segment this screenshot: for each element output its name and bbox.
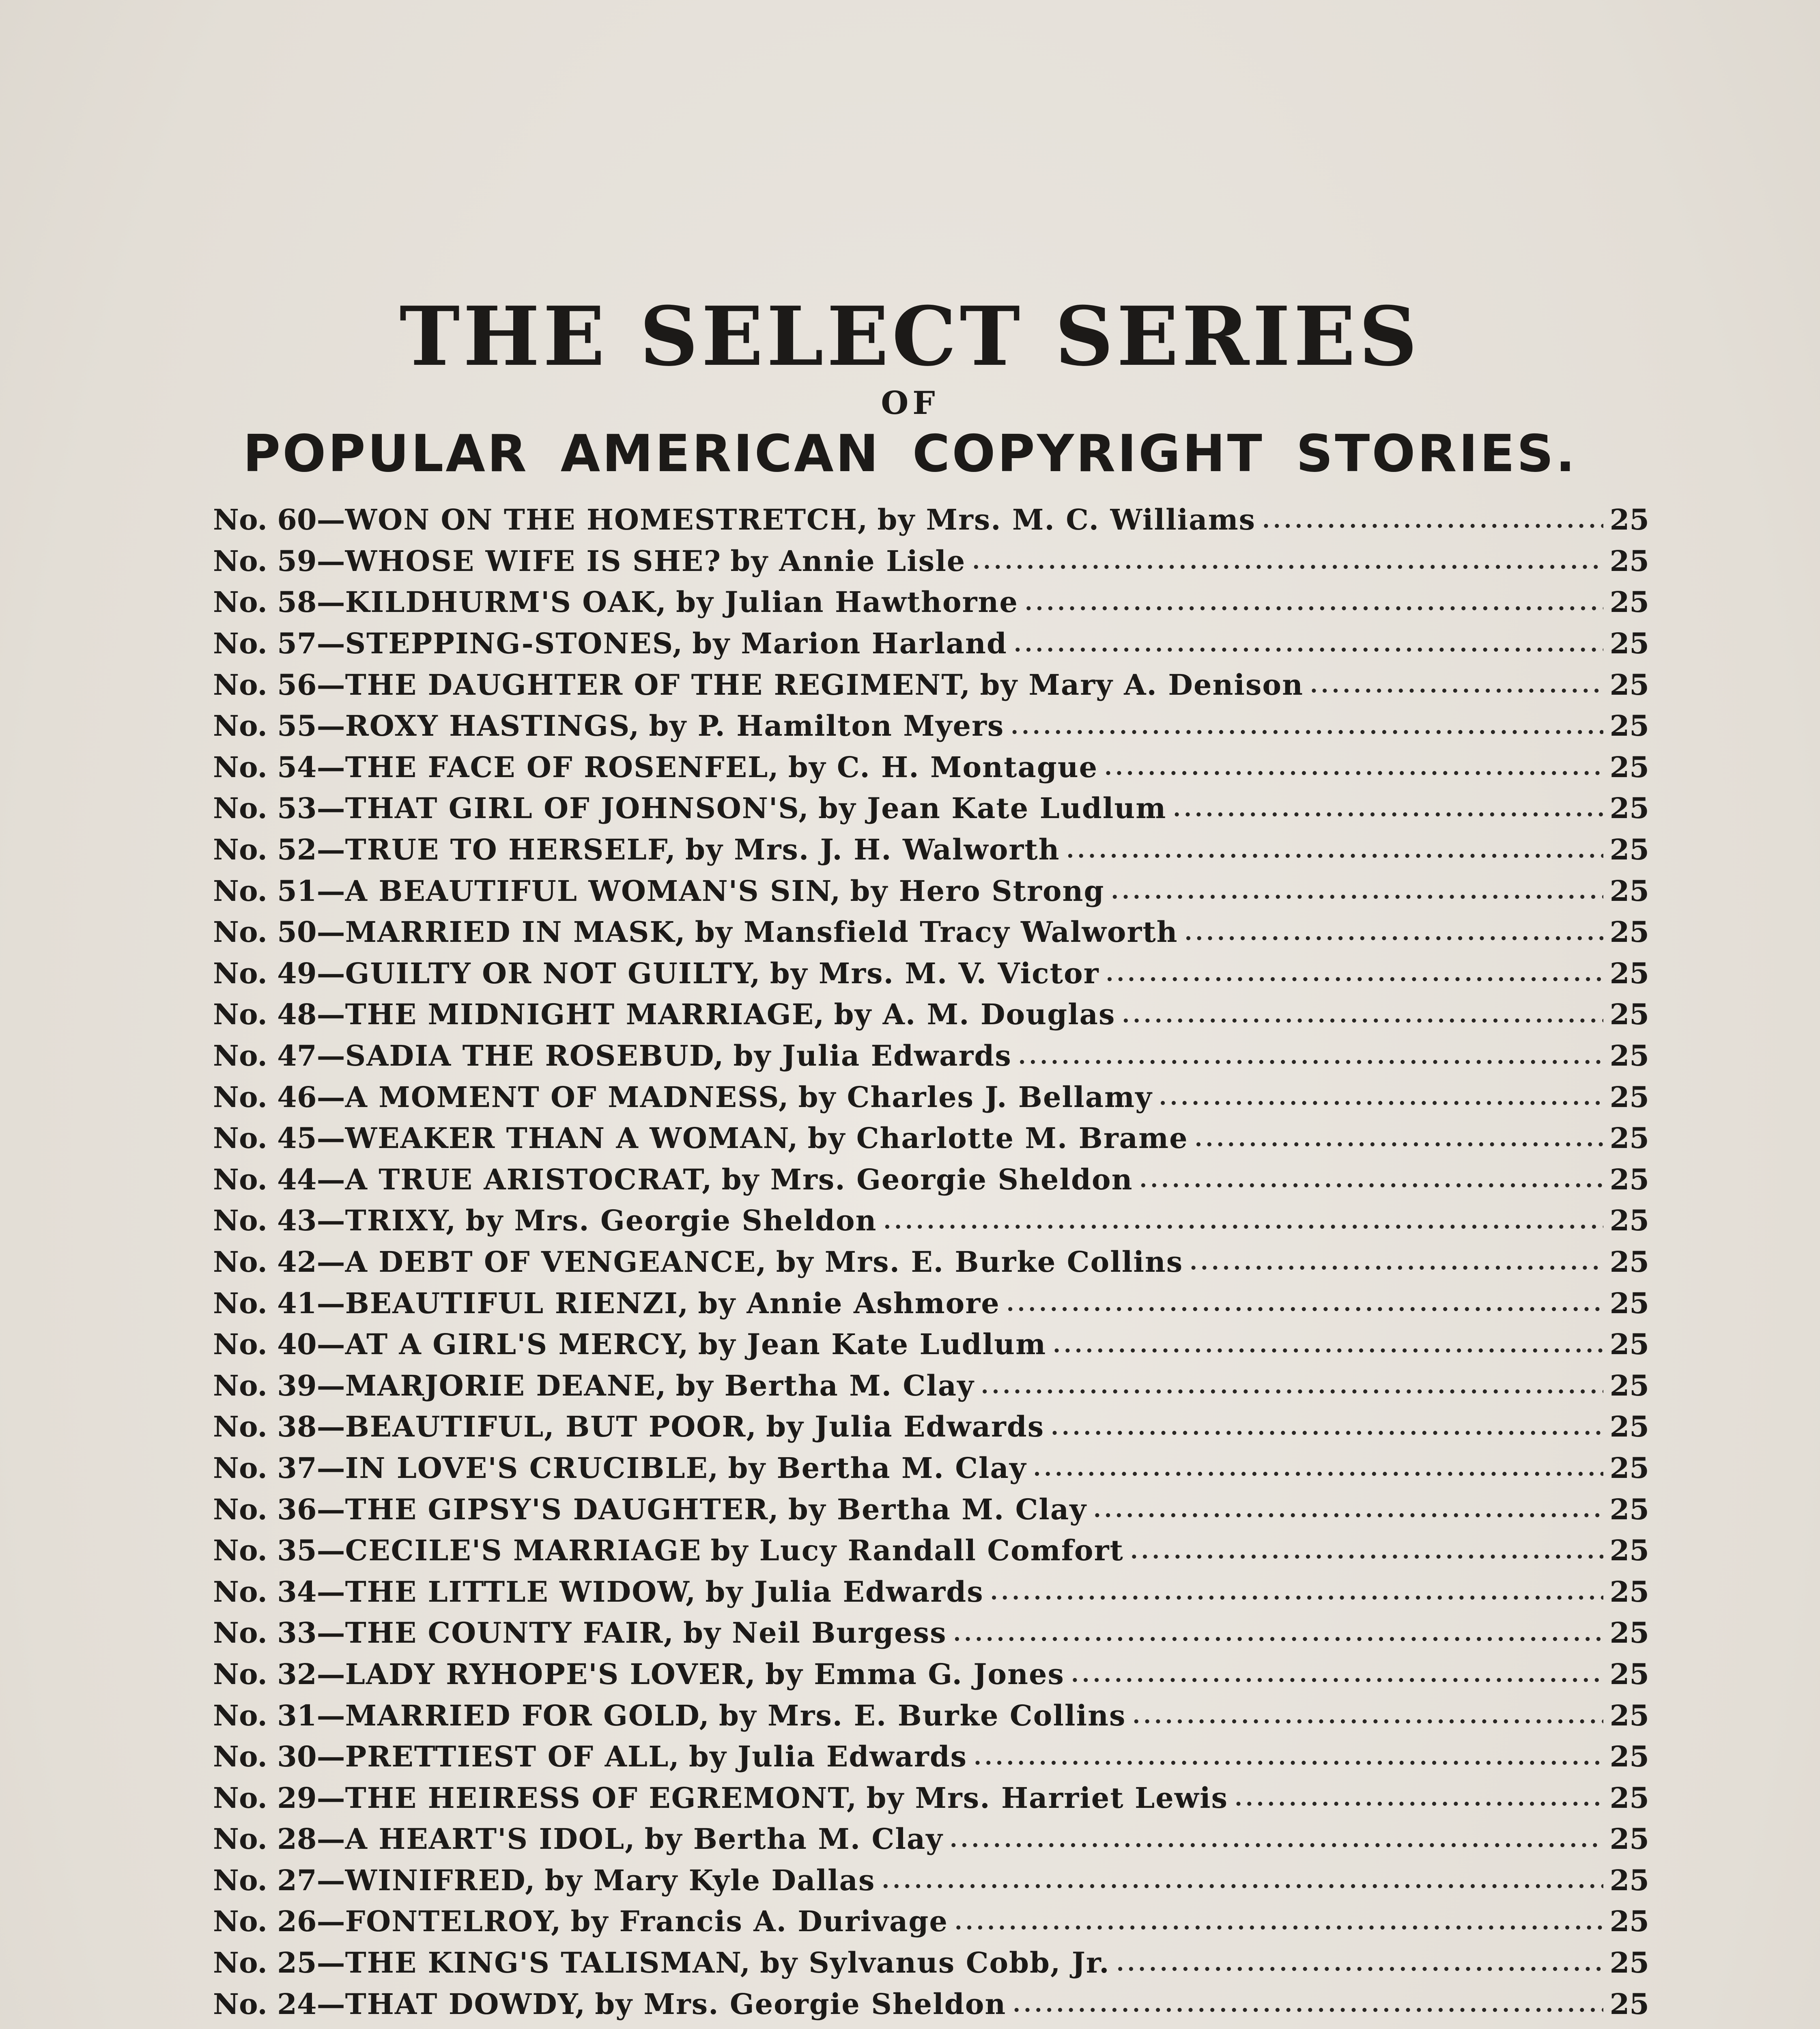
book-list-item xyxy=(213,1035,1649,1077)
book-number: No. 24— xyxy=(213,1987,345,2021)
leader-dots xyxy=(1117,1950,1603,1976)
book-title: THE DAUGHTER OF THE REGIMENT, xyxy=(345,668,971,702)
book-author: by Jean Kate Ludlum xyxy=(818,791,1167,825)
book-number: No. 47— xyxy=(213,1039,345,1073)
book-title: STEPPING-STONES, xyxy=(345,627,684,661)
book-price: 25 xyxy=(1609,1781,1649,1815)
book-price: 25 xyxy=(1609,544,1649,578)
book-title: A MOMENT OF MADNESS, xyxy=(345,1080,790,1114)
book-list xyxy=(213,499,1649,2029)
book-title: WINIFRED, xyxy=(345,1863,536,1897)
book-price: 25 xyxy=(1609,750,1649,784)
page-subtitle: POPULAR AMERICAN COPYRIGHT STORIES. xyxy=(243,424,1577,483)
book-price: 25 xyxy=(1609,1080,1649,1114)
book-price: 25 xyxy=(1609,956,1649,990)
book-title: PRETTIEST OF ALL, xyxy=(345,1740,680,1774)
book-number: No. 60— xyxy=(213,503,345,537)
book-number: No. 56— xyxy=(213,668,345,702)
book-title: ROXY HASTINGS, xyxy=(345,709,640,743)
book-author: by Mrs. Harriet Lewis xyxy=(866,1781,1228,1815)
leader-dots xyxy=(1067,837,1603,863)
book-number: No. 38— xyxy=(213,1410,345,1444)
book-title: MARRIED FOR GOLD, xyxy=(345,1698,710,1732)
book-title: LADY RYHOPE'S LOVER, xyxy=(345,1657,756,1691)
book-price: 25 xyxy=(1609,997,1649,1032)
leader-dots xyxy=(1051,1414,1603,1440)
book-price: 25 xyxy=(1609,1121,1649,1155)
book-list-item xyxy=(213,953,1649,994)
book-list-item xyxy=(213,747,1649,788)
book-price: 25 xyxy=(1609,1863,1649,1897)
book-number: No. 26— xyxy=(213,1904,345,1939)
book-title: THE LITTLE WIDOW, xyxy=(345,1575,697,1609)
book-price: 25 xyxy=(1609,1616,1649,1650)
leader-dots xyxy=(953,1620,1603,1646)
book-list-item xyxy=(213,664,1649,705)
leader-dots xyxy=(990,1579,1603,1605)
book-title: SADIA THE ROSEBUD, xyxy=(345,1039,725,1073)
book-author: by Charles J. Bellamy xyxy=(798,1080,1153,1114)
book-author: by Marion Harland xyxy=(692,627,1007,661)
book-list-item xyxy=(213,582,1649,623)
book-number: No. 43— xyxy=(213,1204,345,1238)
book-title: THE COUNTY FAIR, xyxy=(345,1616,674,1650)
book-list-item xyxy=(213,1447,1649,1489)
leader-dots xyxy=(981,1372,1603,1398)
book-price: 25 xyxy=(1609,874,1649,908)
book-list-item xyxy=(213,1818,1649,1860)
book-author: by Mansfield Tracy Walworth xyxy=(695,915,1178,949)
book-title: A HEART'S IDOL, xyxy=(345,1822,636,1856)
book-author: by Mrs. J. H. Walworth xyxy=(685,833,1060,867)
book-author: by Mrs. E. Burke Collins xyxy=(719,1698,1126,1732)
leader-dots xyxy=(1111,878,1603,904)
leader-dots xyxy=(1014,631,1603,657)
book-author: by P. Hamilton Myers xyxy=(649,709,1005,743)
leader-dots xyxy=(974,1744,1603,1770)
book-list-item xyxy=(213,1159,1649,1200)
book-author: by Julia Edwards xyxy=(705,1575,984,1609)
book-author: by Mrs. E. Burke Collins xyxy=(776,1245,1183,1279)
book-number: No. 48— xyxy=(213,997,345,1032)
leader-dots xyxy=(1190,1249,1603,1275)
book-title: A DEBT OF VENGEANCE, xyxy=(345,1245,767,1279)
book-number: No. 52— xyxy=(213,833,345,867)
leader-dots xyxy=(1104,754,1603,780)
book-list-item xyxy=(213,623,1649,664)
book-number: No. 57— xyxy=(213,627,345,661)
book-list-item xyxy=(213,1901,1649,1942)
book-price: 25 xyxy=(1609,1740,1649,1774)
book-title: TRIXY, xyxy=(345,1204,457,1238)
book-title: THAT GIRL OF JOHNSON'S, xyxy=(345,791,809,825)
leader-dots xyxy=(1173,795,1603,821)
book-author: by Julia Edwards xyxy=(733,1039,1012,1073)
book-number: No. 49— xyxy=(213,956,345,990)
book-number: No. 39— xyxy=(213,1368,345,1402)
book-price: 25 xyxy=(1609,1286,1649,1320)
book-price: 25 xyxy=(1609,1946,1649,1980)
title-connector: OF xyxy=(881,385,939,422)
book-title: FONTELROY, xyxy=(345,1904,562,1939)
book-list-item xyxy=(213,1654,1649,1695)
book-number: No. 46— xyxy=(213,1080,345,1114)
book-price: 25 xyxy=(1609,1162,1649,1196)
book-number: No. 37— xyxy=(213,1451,345,1485)
leader-dots xyxy=(1310,672,1603,698)
book-number: No. 58— xyxy=(213,585,345,619)
leader-dots xyxy=(1159,1084,1603,1110)
book-list-item xyxy=(213,1942,1649,1984)
book-author: by Mrs. Georgie Sheldon xyxy=(595,1987,1007,2021)
book-author: by Jean Kate Ludlum xyxy=(698,1327,1047,1361)
book-price: 25 xyxy=(1609,1534,1649,1568)
book-title: WEAKER THAN A WOMAN, xyxy=(345,1121,799,1155)
leader-dots xyxy=(1033,1455,1603,1481)
book-author: by Bertha M. Clay xyxy=(728,1451,1027,1485)
book-price: 25 xyxy=(1609,1657,1649,1691)
book-number: No. 42— xyxy=(213,1245,345,1279)
book-list-item xyxy=(213,1983,1649,2025)
book-list-item xyxy=(213,541,1649,582)
book-price: 25 xyxy=(1609,1904,1649,1939)
book-list-item xyxy=(213,499,1649,541)
book-list-item xyxy=(213,1860,1649,1901)
book-author: by Mary A. Denison xyxy=(980,668,1304,702)
book-list-item xyxy=(213,911,1649,953)
book-title: THE HEIRESS OF EGREMONT, xyxy=(345,1781,858,1815)
leader-dots xyxy=(1053,1331,1603,1357)
book-author: by Annie Lisle xyxy=(730,544,966,578)
book-price: 25 xyxy=(1609,1575,1649,1609)
book-author: by Lucy Randall Comfort xyxy=(710,1534,1124,1568)
book-list-item xyxy=(213,1324,1649,1365)
book-number: No. 31— xyxy=(213,1698,345,1732)
book-author: by Bertha M. Clay xyxy=(644,1822,943,1856)
book-list-item xyxy=(213,1571,1649,1612)
leader-dots xyxy=(1130,1538,1603,1564)
book-list-item xyxy=(213,994,1649,1035)
book-author: by Annie Ashmore xyxy=(698,1286,1000,1320)
book-title: TRUE TO HERSELF, xyxy=(345,833,676,867)
book-author: by A. M. Douglas xyxy=(834,997,1116,1032)
book-price: 25 xyxy=(1609,585,1649,619)
book-price: 25 xyxy=(1609,1698,1649,1732)
book-list-item xyxy=(213,705,1649,747)
leader-dots xyxy=(1140,1166,1603,1192)
leader-dots xyxy=(950,1826,1603,1852)
book-list-item xyxy=(213,2025,1649,2029)
book-price: 25 xyxy=(1609,1327,1649,1361)
book-price: 25 xyxy=(1609,503,1649,537)
book-number: No. 27— xyxy=(213,1863,345,1897)
book-price: 25 xyxy=(1609,1492,1649,1526)
book-author: by Mrs. M. V. Victor xyxy=(770,956,1099,990)
book-list-item xyxy=(213,1118,1649,1159)
book-number: No. 32— xyxy=(213,1657,345,1691)
leader-dots xyxy=(1093,1496,1603,1522)
leader-dots xyxy=(1262,507,1603,533)
book-price: 25 xyxy=(1609,1245,1649,1279)
book-author: by Bertha M. Clay xyxy=(788,1492,1087,1526)
book-list-item xyxy=(213,1488,1649,1530)
book-author: by Hero Strong xyxy=(850,874,1105,908)
book-price: 25 xyxy=(1609,709,1649,743)
leader-dots xyxy=(1018,1043,1603,1069)
book-title: THE GIPSY'S DAUGHTER, xyxy=(345,1492,779,1526)
book-title: GUILTY OR NOT GUILTY, xyxy=(345,956,761,990)
book-number: No. 53— xyxy=(213,791,345,825)
book-author: by Mary Kyle Dallas xyxy=(544,1863,876,1897)
book-price: 25 xyxy=(1609,1451,1649,1485)
leader-dots xyxy=(1007,1290,1603,1316)
book-number: No. 29— xyxy=(213,1781,345,1815)
book-author: by Julian Hawthorne xyxy=(676,585,1018,619)
book-list-item xyxy=(213,1406,1649,1447)
leader-dots xyxy=(1013,1991,1603,2017)
book-number: No. 51— xyxy=(213,874,345,908)
book-title: A TRUE ARISTOCRAT, xyxy=(345,1162,713,1196)
book-list-item xyxy=(213,788,1649,829)
leader-dots xyxy=(1122,1002,1603,1027)
book-price: 25 xyxy=(1609,1822,1649,1856)
book-price: 25 xyxy=(1609,627,1649,661)
book-number: No. 55— xyxy=(213,709,345,743)
book-author: by Mrs. Georgie Sheldon xyxy=(721,1162,1133,1196)
book-title: BEAUTIFUL RIENZI, xyxy=(345,1286,689,1320)
book-price: 25 xyxy=(1609,791,1649,825)
leader-dots xyxy=(1011,713,1603,739)
book-author: by Sylvanus Cobb, Jr. xyxy=(760,1946,1110,1980)
book-list-item xyxy=(213,1612,1649,1654)
book-title: KILDHURM'S OAK, xyxy=(345,585,667,619)
book-author: by Charlotte M. Brame xyxy=(807,1121,1188,1155)
book-author: by Mrs. Georgie Sheldon xyxy=(465,1204,877,1238)
leader-dots xyxy=(955,1908,1603,1934)
book-number: No. 33— xyxy=(213,1616,345,1650)
book-price: 25 xyxy=(1609,1204,1649,1238)
book-number: No. 54— xyxy=(213,750,345,784)
book-number: No. 41— xyxy=(213,1286,345,1320)
leader-dots xyxy=(1106,960,1603,986)
book-title: IN LOVE'S CRUCIBLE, xyxy=(345,1451,719,1485)
book-number: No. 40— xyxy=(213,1327,345,1361)
book-list-item xyxy=(213,1365,1649,1406)
book-title: MARRIED IN MASK, xyxy=(345,915,686,949)
page-title: THE SELECT SERIES xyxy=(399,289,1421,384)
book-list-item xyxy=(213,1736,1649,1777)
book-number: No. 45— xyxy=(213,1121,345,1155)
book-number: No. 59— xyxy=(213,544,345,578)
leader-dots xyxy=(1025,589,1603,615)
book-list-item xyxy=(213,1282,1649,1324)
book-title: THE KING'S TALISMAN, xyxy=(345,1946,751,1980)
book-title: MARJORIE DEANE, xyxy=(345,1368,667,1402)
book-price: 25 xyxy=(1609,1039,1649,1073)
book-title: CECILE'S MARRIAGE xyxy=(345,1534,702,1568)
leader-dots xyxy=(882,1867,1603,1893)
book-title: AT A GIRL'S MERCY, xyxy=(345,1327,689,1361)
book-author: by C. H. Montague xyxy=(788,750,1098,784)
book-number: No. 35— xyxy=(213,1534,345,1568)
book-price: 25 xyxy=(1609,668,1649,702)
book-author: by Francis A. Durivage xyxy=(570,1904,948,1939)
leader-dots xyxy=(1071,1661,1603,1687)
book-title: THAT DOWDY, xyxy=(345,1987,586,2021)
book-author: by Julia Edwards xyxy=(766,1410,1045,1444)
book-title: WON ON THE HOMESTRETCH, xyxy=(345,503,869,537)
book-title: BEAUTIFUL, BUT POOR, xyxy=(345,1410,757,1444)
book-title: THE FACE OF ROSENFEL, xyxy=(345,750,779,784)
book-number: No. 30— xyxy=(213,1740,345,1774)
book-title: A BEAUTIFUL WOMAN'S SIN, xyxy=(345,874,841,908)
book-price: 25 xyxy=(1609,1410,1649,1444)
book-list-item xyxy=(213,870,1649,911)
leader-dots xyxy=(883,1208,1603,1234)
book-price: 25 xyxy=(1609,915,1649,949)
book-number: No. 28— xyxy=(213,1822,345,1856)
book-price: 25 xyxy=(1609,833,1649,867)
book-number: No. 50— xyxy=(213,915,345,949)
book-author: by Julia Edwards xyxy=(689,1740,968,1774)
book-author: by Mrs. M. C. Williams xyxy=(877,503,1256,537)
book-list-item xyxy=(213,1076,1649,1118)
book-list-item xyxy=(213,1695,1649,1736)
leader-dots xyxy=(1185,919,1603,945)
book-price: 25 xyxy=(1609,1987,1649,2021)
book-list-item xyxy=(213,1241,1649,1283)
leader-dots xyxy=(1195,1125,1603,1151)
book-price: 25 xyxy=(1609,1368,1649,1402)
book-list-item xyxy=(213,829,1649,870)
leader-dots xyxy=(1132,1702,1603,1728)
book-author: by Bertha M. Clay xyxy=(676,1368,975,1402)
book-number: No. 34— xyxy=(213,1575,345,1609)
leader-dots xyxy=(1235,1785,1603,1811)
book-author: by Emma G. Jones xyxy=(765,1657,1065,1691)
book-title: WHOSE WIFE IS SHE? xyxy=(345,544,722,578)
leader-dots xyxy=(972,548,1603,574)
book-list-item xyxy=(213,1777,1649,1818)
book-list-item xyxy=(213,1530,1649,1571)
book-author: by Neil Burgess xyxy=(683,1616,947,1650)
book-list-item xyxy=(213,1200,1649,1241)
book-number: No. 44— xyxy=(213,1162,345,1196)
book-number: No. 25— xyxy=(213,1946,345,1980)
book-title: THE MIDNIGHT MARRIAGE, xyxy=(345,997,825,1032)
book-number: No. 36— xyxy=(213,1492,345,1526)
